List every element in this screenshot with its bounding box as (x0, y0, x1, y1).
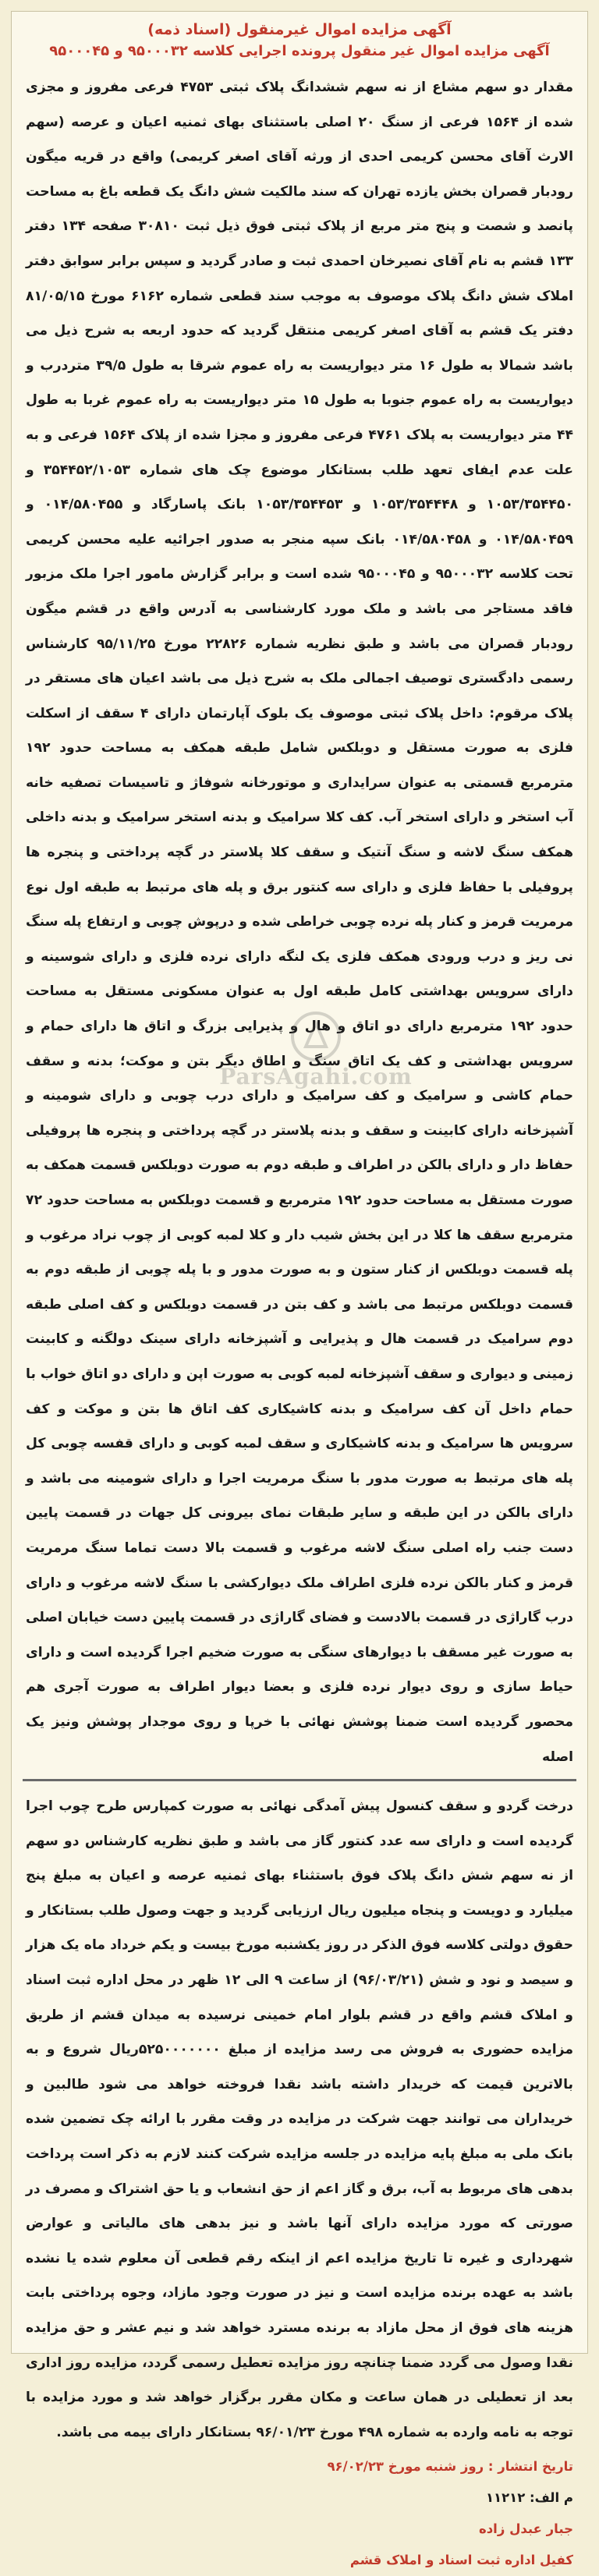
notice-header (12, 12, 587, 59)
notice-body-paragraph-2: درخت گردو و سقف کنسول پیش آمدگی نهائی به صورت کمپارس طرح چوب اجرا گردیده است و دارای سه عدد کنتور گاز می باشد و طبق نظریه کارشناس دو سهم از نه سهم شش دانگ پلاک فوق باستثناء بهای ثمنیه عرصه و اعیان به مبلغ پنج میلیارد و دویست و پنجاه میلیون ریال ارزیابی گردید و جهت وصول طلب بستانکار و حقوق دولتی کلاسه فوق الذکر در روز یکشنبه مورخ بیست و یکم خرداد ماه یک هزار و سیصد و نود و شش (۹۶/۰۳/۲۱) از ساعت ۹ الی ۱۲ ظهر در محل اداره ثبت اسناد و املاک قشم واقع در قشم بلوار امام خمینی نرسیده به میدان قشم از طریق مزایده حضوری به فروش می رسد مزایده از مبلغ ۵۲۵۰۰۰۰۰۰۰ریال شروع و به بالاترین قیمت که خریدار داشته باشد نقدا فروخته خواهد می شود طالبین و خریداران می توانند جهت شرکت در مزایده در وقت مقرر با ارائه چک تضمین شده بانک ملی به مبلغ پایه مزایده در جلسه مزایده شرکت کنند لازم به ذکر است پرداخت بدهی های مربوط به آب، برق و گاز اعم از حق انشعاب و یا حق اشتراک و مصرف در صورتی که مورد مزایده دارای آنها باشد و نیز بدهی های مالیاتی و عوارض شهرداری و غیره تا تاریخ مزایده اعم از اینکه رقم قطعی آن معلوم شده یا نشده باشد به عهده برنده مزایده است و نیز در صورت وجود مازاد، وجوه پرداختی بابت هزینه های فوق از محل مازاد به برنده مسترد خواهد شد و نیم عشر و حق مزایده نقدا وصول می گردد ضمنا چنانچه روز مزایده تعطیل رسمی گردد، مزایده روز اداری بعد از تعطیلی در همان ساعت و مکان مقرر برگزار خواهد شد و مورد مزایده با توجه به نامه وارده به شماره ۴۹۸ مورخ ۹۶/۰۱/۲۳ بستانکار دارای بیمه می باشد. (26, 1798, 574, 2440)
notice-body-paragraph-1: مقدار دو سهم مشاع از نه سهم ششدانگ پلاک ثبتی ۴۷۵۳ فرعی مفروز و مجزی شده از ۱۵۶۴ فرعی از سنگ ۲۰ اصلی باستثنای بهای ثمنیه اعیان و عرصه (سهم الارث آقای محسن کریمی احدی از ورثه آقای اصغر کریمی) واقع در قریه میگون رودبار قصران بخش یازده تهران که سند مالکیت شش دانگ یک قطعه باغ به مساحت پانصد و شصت و پنج متر مربع از پلاک ثبتی فوق ذیل ثبت ۳۰۸۱۰ صفحه ۱۳۴ دفتر ۱۳۳ قشم به نام آقای نصیرخان احمدی ثبت و صادر گردید و سپس برابر سوابق دفتر املاک شش دانگ پلاک موصوف به موجب سند قطعی شماره ۶۱۶۲ مورخ ۸۱/۰۵/۱۵ دفتر یک قشم به آقای اصغر کریمی منتقل گردید که حدود اربعه به شرح ذیل می باشد شمالا به طول ۱۶ متر دیواریست به راه عموم شرقا به طول ۳۹/۵ متردرب و دیواریست به راه عموم جنوبا به طول ۱۵ متر دیواریست به راه عموم غربا به طول ۴۴ متر دیواریست به پلاک ۴۷۶۱ فرعی مفروز و مجزا شده از پلاک ۱۵۶۴ فرعی و به علت عدم ایفای تعهد طلب بستانکار موضوع چک های شماره ۳۵۴۴۵۲/۱۰۵۳ و ۱۰۵۳/۳۵۴۴۵۰ و ۱۰۵۳/۳۵۴۴۴۸ و ۱۰۵۳/۳۵۴۴۵۳ بانک پاسارگاد و ۰۱۴/۵۸۰۴۵۵ و ۰۱۴/۵۸۰۴۵۹ و ۰۱۴/۵۸۰۴۵۸ بانک سپه منجر به صدور اجرائیه علیه محسن کریمی تحت کلاسه ۹۵۰۰۰۳۲ و ۹۵۰۰۰۴۵ شده است و برابر گزارش مامور اجرا ملک مزبور فاقد مستاجر می باشد و ملک مورد کارشناسی به آدرس واقع در قشم میگون رودبار قصران می باشد و طبق نظریه شماره ۲۲۸۲۶ مورخ ۹۵/۱۱/۲۵ کارشناس رسمی دادگستری توصیف اجمالی ملک به شرح ذیل می باشد اعیان های مستقر در پلاک مرقوم: داخل پلاک ثبتی موصوف یک بلوک آپارتمان دارای ۴ سقف از اسکلت فلزی به صورت مستقل و دوبلکس شامل طبقه همکف به مساحت حدود ۱۹۲ مترمربع قسمتی به عنوان سرایداری و موتورخانه شوفاژ و تاسیسات تصفیه خانه آب استخر و دارای استخر آب. کف کلا سرامیک و بدنه استخر سرامیک و بدنه داخلی همکف سنگ لاشه و سنگ آنتیک و سقف کلا پلاستر در گچه پرداختی و پنجره ها پروفیلی با حفاظ فلزی و دارای سه کنتور برق و پله های مرتبط به طبقه اول نوع مرمریت قرمز و کنار پله نرده چوبی خراطی شده و درپوش چوبی و ارتفاع پله سنگ نی ریز و درب ورودی همکف فلزی یک لنگه دارای نرده فلزی و دارای شوسینه و دارای سرویس بهداشتی کامل طبقه اول به عنوان مسکونی مستقل به مساحت حدود ۱۹۲ مترمربع دارای دو اتاق و هال و پذیرایی بزرگ و اتاق ها دارای حمام و سرویس بهداشتی و کف یک اتاق سنگ و اطاق دیگر بتن و موکت؛ بدنه و سقف حمام کاشی و سرامیک و کف سرامیک و دارای درب چوبی و دارای شومینه و آشپزخانه دارای کابینت و سقف و بدنه پلاستر در گچه پرداختی و پنجره ها پروفیلی حفاظ دار و دارای بالکن در اطراف و طبقه دوم به صورت دوبلکس قسمت همکف به صورت مستقل به مساحت حدود ۱۹۲ مترمربع و قسمت دوبلکس به مساحت حدود ۷۲ مترمربع سقف ها کلا در این بخش شیب دار و کلا لمبه کوبی از چوب نراد مرغوب و پله قسمت دوبلکس از کنار ستون و به صورت مدور و با پله چوبی از طبقه دوم به قسمت دوبلکس مرتبط می باشد و کف بتن در قسمت دوبلکس و کف اصلی طبقه دوم سرامیک در قسمت هال و پذیرایی و آشپزخانه دارای سینک دولگنه و کابینت زمینی و دیواری و سقف آشپزخانه لمبه کوبی به صورت اپن و دارای دو اتاق خواب با حمام داخل آن کف سرامیک و بدنه کاشیکاری کف اتاق ها بتن و موکت و کف سرویس ها سرامیک و بدنه کاشیکاری و سقف لمبه کوبی و دارای قفسه چوبی کل پله های مرتبط به صورت مدور با سنگ مرمریت اجرا و دارای شومینه می باشد و دارای بالکن در این طبقه و سایر طبقات نمای بیرونی کل جهات در قسمت پایین دست جنب راه اصلی سنگ لاشه مرغوب و قسمت بالا دست تماما سنگ مرمریت قرمز و کنار بالکن نرده فلزی اطراف ملک دیوارکشی با سنگ لاشه مرغوب و دارای درب گاراژی در قسمت بالادست و فضای گاراژی در قسمت پایین دست خیابان اصلی به صورت غیر مسقف با دیوارهای سنگی به صورت ضخیم اجرا گردیده است و دارای حیاط سازی و روی دیوار نرده فلزی و بعضا دیوار اطراف به صورت آجری هم محصور گردیده است ضمنا پوشش نهائی با خرپا و روی موجدار پوشش ونیز یک اصله (26, 80, 574, 1765)
watermark-text: ParsAgahi.com (219, 1063, 413, 1090)
signatory-name: جبار عبدل زاده (478, 2521, 573, 2537)
watermark-emblem-icon (289, 1009, 343, 1064)
watermark-logo (219, 987, 413, 1111)
notice-page (11, 11, 588, 2568)
notice-title: آگهی مزایده اموال غیرمنقول (اسناد ذمه) (147, 21, 452, 38)
signatory-position: کفیل اداره ثبت اسناد و املاک قشم (349, 2553, 573, 2568)
publish-date: تاریخ انتشار : روز شنبه مورخ ۹۶/۰۲/۲۳ (327, 2459, 573, 2475)
section-divider (23, 1779, 576, 1781)
reference-number: م الف: ۱۱۲۱۲ (485, 2490, 573, 2506)
notice-footer (12, 2451, 587, 2576)
notice-subtitle: آگهی مزایده اموال غیر منقول پرونده اجرایی کلاسه ۹۵۰۰۰۳۲ و ۹۵۰۰۰۴۵ (49, 43, 550, 59)
